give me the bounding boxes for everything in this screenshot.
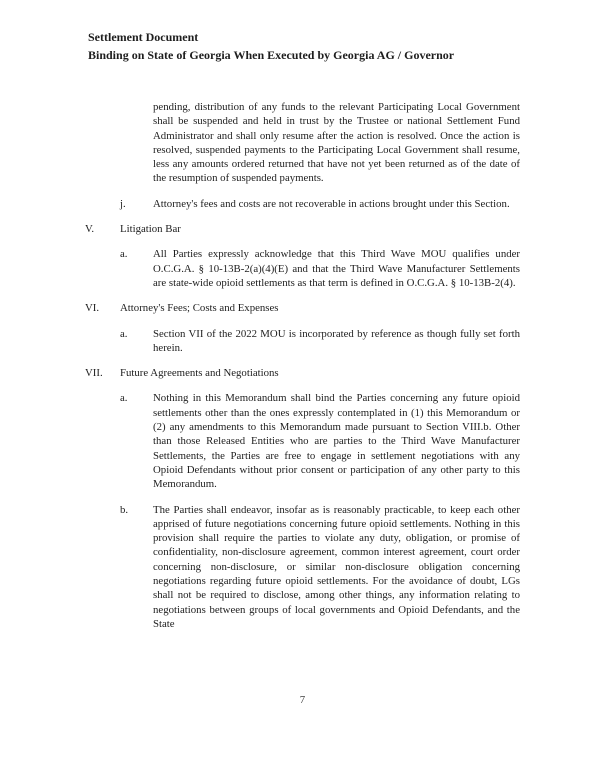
carryover-paragraph: pending, distribution of any funds to the relevant Participating Local Government shall be suspended and held in trust by the Trustee or national Settlement Fund Administrator and shall only resume after the action is resolved. Once the action is resolved, suspended payments to the Participating Local Government shall resume, less any amounts ordered returned that have not yet been returned as of the date of the resumption of suspended payments.: [153, 101, 520, 185]
section-vi-title: Attorney's Fees; Costs and Expenses: [120, 302, 279, 315]
section-vi-item-a: [120, 327, 520, 356]
header-line-2: Binding on State of Georgia When Executed by Georgia AG / Governor: [88, 47, 455, 62]
section-vii-item-a-text: Nothing in this Memorandum shall bind the Parties concerning any future opioid settlements other than the ones expressly contemplated in (1) this Memorandum or (2) any amendments to this Memorandum made pursuant to Section VIII.b. Other than those Released Entities who are parties to the Third Wave Manufacturer Settlements, the Parties are free to engage in settlement negotiations with any Opioid Defendants without prior consent or participation of any other party to this Memorandum.: [153, 392, 520, 491]
page-number: 7: [299, 694, 306, 706]
section-v-title: Litigation Bar: [120, 223, 181, 236]
section-vii-item-b-text: The Parties shall endeavor, insofar as is reasonably practicable, to keep each other apprised of future negotiations concerning future opioid settlements. Nothing in this provision shall require the parties to violate any duty, obligation, or promise of confidentiality, non-disclosure agreement, common interest agreement, court order concerning non-disclosure, or similar non-disclosure obligation concerning negotiations regarding future opioid settlements. For the avoidance of doubt, LGs shall not be required to disclose, among other things, any information relating to negotiations between groups of local governments and Opioid Defendants, and the State: [153, 503, 520, 630]
section-vii-number: VII.: [85, 367, 103, 380]
document-header: [88, 29, 520, 64]
section-vii-title: Future Agreements and Negotiations: [120, 367, 279, 380]
section-vii-item-b-label: b.: [120, 503, 129, 516]
section-vi-item-a-text: Section VII of the 2022 MOU is incorporated by reference as though fully set forth herein.: [153, 327, 520, 354]
section-vi-number: VI.: [85, 302, 100, 315]
section-v-item-a: [120, 247, 520, 290]
section-vii-item-b: [120, 503, 520, 632]
list-item-j-text: Attorney's fees and costs are not recoverable in actions brought under this Section.: [153, 197, 510, 210]
section-vi-heading: [85, 301, 520, 315]
section-v-number: V.: [85, 223, 95, 236]
section-vi-item-a-label: a.: [120, 327, 128, 340]
header-line-1: Settlement Document: [88, 30, 199, 44]
section-vii-heading: [85, 366, 520, 380]
section-v-item-a-text: All Parties expressly acknowledge that this Third Wave MOU qualifies under O.C.G.A. § 10-13B-2(a)(4)(E) and that the Third Wave Manufacturer Settlements are state-wide opioid settlements as that term is defined in O.C.G.A. § 10-13B-2(4).: [153, 248, 520, 289]
section-v-heading: [85, 222, 520, 236]
list-item-j-label: j.: [120, 197, 126, 210]
section-v-item-a-label: a.: [120, 248, 128, 261]
document-content: [85, 29, 520, 642]
section-vii-item-a-label: a.: [120, 392, 128, 405]
list-item-j: [120, 197, 520, 211]
section-vii-item-a: [120, 391, 520, 491]
